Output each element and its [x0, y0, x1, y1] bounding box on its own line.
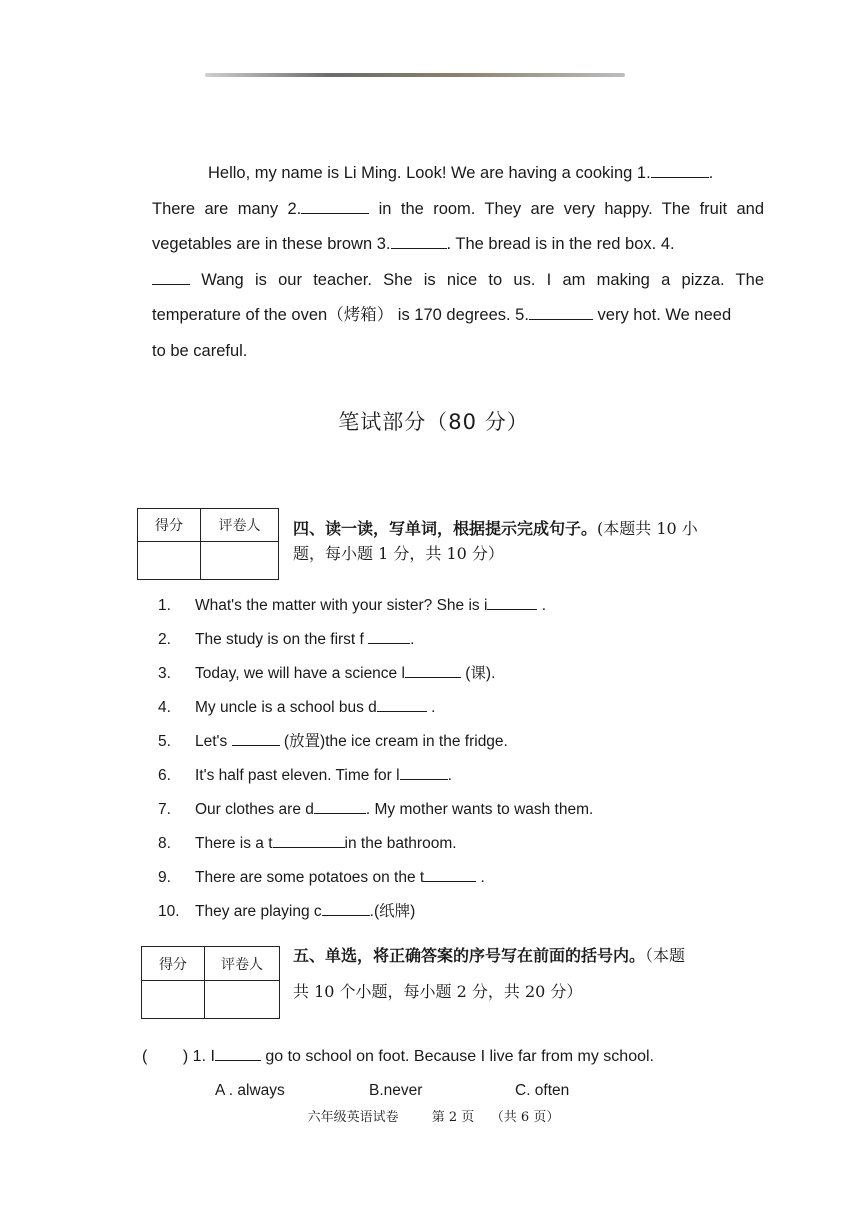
passage-text: Hello, my name is Li Ming. Look! We are having a cooking 1. — [208, 164, 651, 182]
question-item — [158, 762, 593, 796]
question-number: 10. — [158, 903, 180, 920]
question-number: 6. — [158, 767, 171, 784]
passage-text: vegetables are in these brown 3. — [152, 235, 391, 253]
answer-blank[interactable] — [322, 901, 370, 916]
passage-line-2 — [152, 192, 764, 228]
score-label: 得分 — [142, 947, 205, 981]
passage-line-1 — [152, 156, 764, 192]
question-text: The study is on the first f — [195, 631, 369, 648]
question-text: My uncle is a school bus d — [195, 699, 377, 716]
question-text: (放置)the ice cream in the fridge. — [279, 733, 508, 750]
passage-line-5 — [152, 298, 764, 334]
question-number: 2. — [158, 631, 171, 648]
grader-label: 评卷人 — [205, 947, 280, 981]
answer-blank[interactable] — [405, 663, 461, 678]
blank-1[interactable] — [651, 163, 709, 178]
answer-blank[interactable] — [377, 697, 427, 712]
blank-4[interactable] — [152, 270, 190, 285]
footer-subject: 六年级英语试卷 — [307, 1110, 399, 1125]
question-number: 9. — [158, 869, 171, 886]
question-text: .(纸牌) — [369, 903, 416, 920]
question-number: 7. — [158, 801, 171, 818]
mc-blank[interactable] — [215, 1046, 261, 1061]
question-text: There is a t — [195, 835, 273, 852]
option-c[interactable]: C. often — [515, 1082, 570, 1099]
answer-blank[interactable] — [273, 833, 345, 848]
question-item — [158, 694, 593, 728]
question-text: I — [206, 1048, 215, 1065]
question-text: . — [447, 767, 452, 784]
question-text: . — [537, 597, 547, 614]
question-number: 4. — [158, 699, 171, 716]
part5-instructions — [293, 938, 763, 1010]
grader-label: 评卷人 — [201, 509, 279, 542]
score-label: 得分 — [138, 509, 201, 542]
question-text: . — [410, 631, 415, 648]
question-item — [158, 728, 593, 762]
answer-blank[interactable] — [400, 765, 448, 780]
passage-text: very hot. We need — [592, 306, 732, 324]
section-title: 笔试部分（80 分） — [338, 410, 529, 434]
question-text: . — [476, 869, 485, 886]
question-text: go to school on foot. Because I live far from my school. — [260, 1048, 654, 1065]
blank-2[interactable] — [301, 199, 369, 214]
question-item — [158, 626, 593, 660]
question-text: There are some potatoes on the t — [195, 869, 425, 886]
answer-blank[interactable] — [368, 629, 410, 644]
score-box-part4 — [137, 508, 279, 580]
passage-text: in the room. They are very happy. The fruit and — [369, 199, 765, 218]
question-text: . My mother wants to wash them. — [365, 801, 594, 818]
question-text: (课). — [460, 665, 496, 682]
passage-text: There are many 2. — [152, 199, 302, 218]
option-a[interactable]: A . always — [215, 1082, 285, 1099]
passage-line-4 — [152, 263, 764, 299]
passage-line-6: to be careful. — [152, 341, 248, 360]
question-text: . — [426, 699, 436, 716]
grader-cell[interactable] — [201, 542, 279, 580]
question-item — [158, 830, 593, 864]
blank-5[interactable] — [529, 305, 593, 320]
question-text: Our clothes are d — [195, 801, 314, 818]
question-item — [158, 864, 593, 898]
part5-note-cont: 共 10 个小题，每小题 2 分，共 20 分） — [293, 982, 583, 1001]
question-item — [158, 898, 593, 932]
answer-blank[interactable] — [424, 867, 476, 882]
passage-text: temperature of the oven（烤箱） is 170 degrees. 5. — [152, 306, 529, 324]
question-text: It's half past eleven. Time for l — [195, 767, 400, 784]
mc-question-1 — [142, 1046, 654, 1066]
part4-note: (本题共 10 小 — [597, 519, 698, 538]
question-number: 3. — [158, 665, 171, 682]
question-text: They are playing c — [195, 903, 322, 920]
question-number: 8. — [158, 835, 171, 852]
answer-parentheses[interactable]: ( ) 1. — [142, 1048, 207, 1065]
question-text: in the bathroom. — [344, 835, 457, 852]
score-cell[interactable] — [138, 542, 201, 580]
blank-3[interactable] — [391, 234, 447, 249]
passage-text: . The bread is in the red box. 4. — [446, 235, 675, 253]
part4-title: 四、读一读，写单词，根据提示完成句子。 — [293, 519, 598, 538]
option-b[interactable]: B.never — [369, 1082, 423, 1099]
part5-title: 五、单选，将正确答案的序号写在前面的括号内。 — [293, 946, 646, 965]
part4-note-cont: 题，每小题 1 分，共 10 分） — [293, 544, 504, 563]
part4-question-list — [158, 592, 593, 932]
grader-cell[interactable] — [205, 981, 280, 1019]
scan-edge-line — [205, 73, 625, 77]
page-footer — [0, 1106, 867, 1125]
question-number: 1. — [158, 597, 171, 614]
footer-total: （共 6 页） — [490, 1110, 560, 1125]
question-item — [158, 796, 593, 830]
question-text: What's the matter with your sister? She is i — [195, 597, 488, 614]
part4-instructions — [293, 516, 768, 566]
question-item — [158, 592, 593, 626]
question-number: 5. — [158, 733, 171, 750]
answer-blank[interactable] — [314, 799, 366, 814]
score-cell[interactable] — [142, 981, 205, 1019]
question-text: Today, we will have a science l — [195, 665, 405, 682]
score-box-part5 — [141, 946, 280, 1019]
footer-page: 第 2 页 — [431, 1110, 475, 1125]
reading-passage — [152, 156, 764, 369]
question-item — [158, 660, 593, 694]
question-text: Let's — [195, 733, 232, 750]
answer-blank[interactable] — [232, 731, 280, 746]
answer-blank[interactable] — [487, 595, 537, 610]
passage-text: Wang is our teacher. She is nice to us. I am making a pizza. The — [190, 270, 764, 289]
passage-text: . — [708, 164, 714, 182]
part5-note: （本题 — [645, 946, 686, 965]
passage-line-3 — [152, 227, 764, 263]
